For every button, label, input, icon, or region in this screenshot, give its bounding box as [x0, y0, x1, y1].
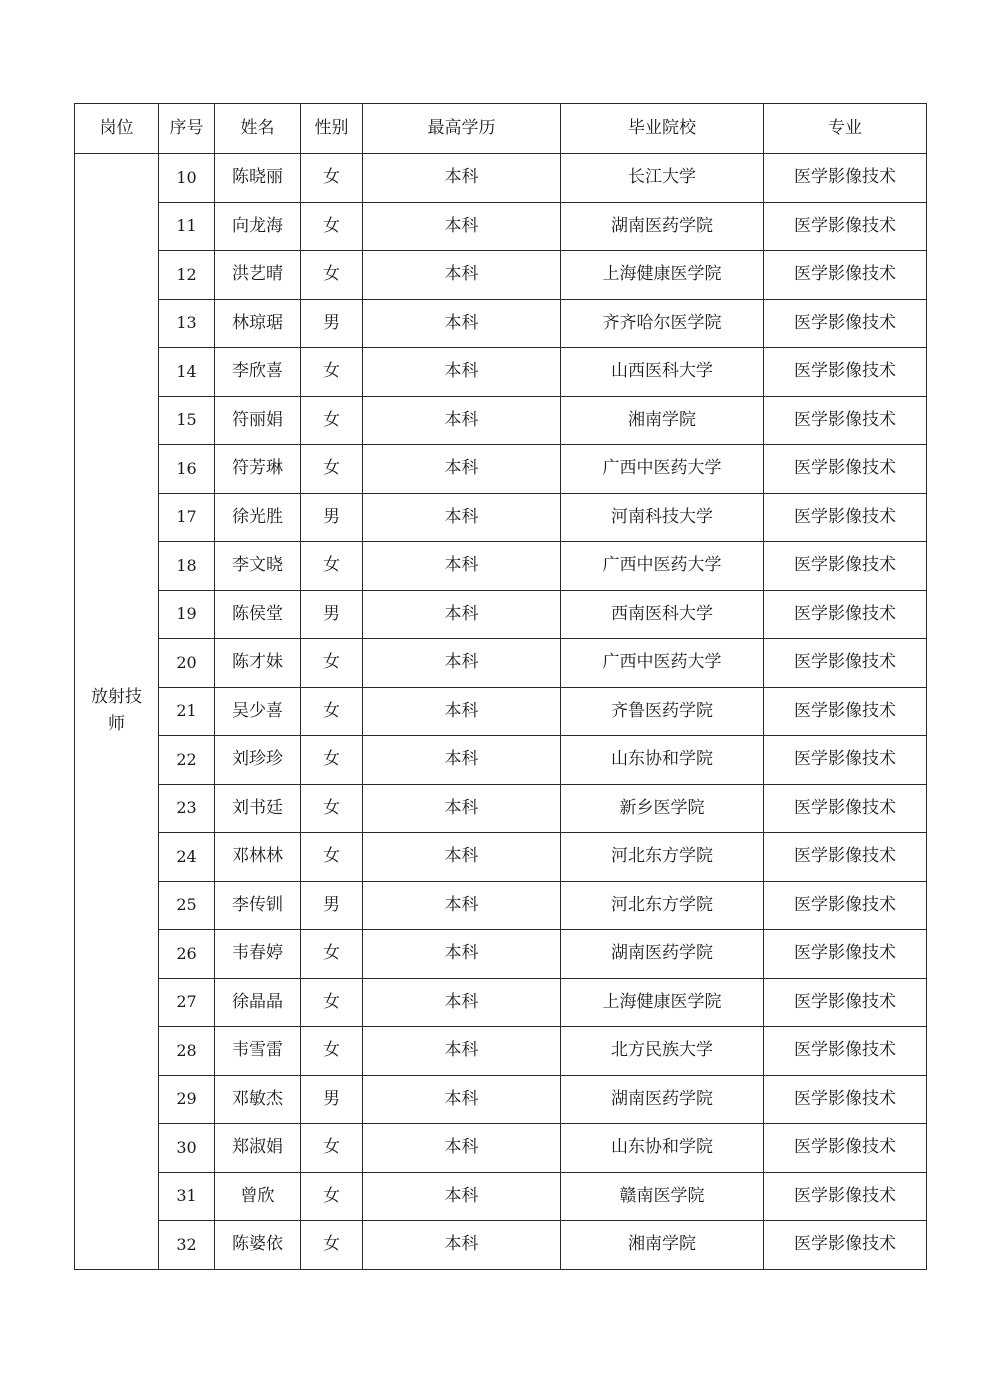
- table-row: [75, 493, 927, 542]
- cell-name: 邓敏杰: [215, 1075, 301, 1124]
- cell-gender: 女: [301, 1221, 363, 1270]
- cell-school: 广西中医药大学: [561, 542, 764, 591]
- cell-number: 27: [159, 978, 215, 1027]
- cell-education: 本科: [363, 1221, 561, 1270]
- table-row: [75, 881, 927, 930]
- header-row: [75, 104, 927, 154]
- cell-name: 李传钏: [215, 881, 301, 930]
- cell-gender: 女: [301, 445, 363, 494]
- cell-school: 河北东方学院: [561, 881, 764, 930]
- cell-gender: 女: [301, 1124, 363, 1173]
- cell-school: 湖南医药学院: [561, 1075, 764, 1124]
- cell-school: 赣南医学院: [561, 1172, 764, 1221]
- header-number: 序号: [159, 104, 215, 154]
- cell-number: 17: [159, 493, 215, 542]
- cell-education: 本科: [363, 299, 561, 348]
- cell-major: 医学影像技术: [764, 736, 927, 785]
- cell-gender: 女: [301, 930, 363, 979]
- cell-major: 医学影像技术: [764, 202, 927, 251]
- cell-name: 李文晓: [215, 542, 301, 591]
- cell-education: 本科: [363, 348, 561, 397]
- cell-major: 医学影像技术: [764, 639, 927, 688]
- cell-major: 医学影像技术: [764, 881, 927, 930]
- cell-education: 本科: [363, 833, 561, 882]
- cell-school: 山东协和学院: [561, 736, 764, 785]
- cell-name: 韦雪雷: [215, 1027, 301, 1076]
- table-row: [75, 590, 927, 639]
- cell-school: 西南医科大学: [561, 590, 764, 639]
- header-education: 最高学历: [363, 104, 561, 154]
- cell-school: 湖南医药学院: [561, 202, 764, 251]
- cell-education: 本科: [363, 687, 561, 736]
- cell-school: 湘南学院: [561, 396, 764, 445]
- table-row: [75, 396, 927, 445]
- cell-school: 齐齐哈尔医学院: [561, 299, 764, 348]
- cell-number: 18: [159, 542, 215, 591]
- cell-name: 向龙海: [215, 202, 301, 251]
- cell-school: 上海健康医学院: [561, 251, 764, 300]
- cell-education: 本科: [363, 881, 561, 930]
- cell-school: 广西中医药大学: [561, 445, 764, 494]
- cell-education: 本科: [363, 493, 561, 542]
- cell-name: 曾欣: [215, 1172, 301, 1221]
- cell-major: 医学影像技术: [764, 1124, 927, 1173]
- cell-gender: 女: [301, 1027, 363, 1076]
- table-row: [75, 784, 927, 833]
- cell-major: 医学影像技术: [764, 299, 927, 348]
- cell-major: 医学影像技术: [764, 251, 927, 300]
- cell-name: 林琼琚: [215, 299, 301, 348]
- cell-major: 医学影像技术: [764, 396, 927, 445]
- cell-number: 22: [159, 736, 215, 785]
- header-gender: 性别: [301, 104, 363, 154]
- cell-gender: 女: [301, 1172, 363, 1221]
- cell-education: 本科: [363, 251, 561, 300]
- cell-number: 12: [159, 251, 215, 300]
- cell-name: 符丽娟: [215, 396, 301, 445]
- cell-number: 10: [159, 154, 215, 203]
- cell-number: 13: [159, 299, 215, 348]
- table-row: [75, 978, 927, 1027]
- cell-major: 医学影像技术: [764, 978, 927, 1027]
- cell-name: 陈婆依: [215, 1221, 301, 1270]
- cell-gender: 男: [301, 590, 363, 639]
- table-row: [75, 542, 927, 591]
- cell-school: 长江大学: [561, 154, 764, 203]
- cell-gender: 女: [301, 396, 363, 445]
- cell-education: 本科: [363, 1027, 561, 1076]
- cell-school: 山东协和学院: [561, 1124, 764, 1173]
- cell-number: 25: [159, 881, 215, 930]
- cell-school: 北方民族大学: [561, 1027, 764, 1076]
- header-major: 专业: [764, 104, 927, 154]
- cell-major: 医学影像技术: [764, 1172, 927, 1221]
- cell-gender: 女: [301, 736, 363, 785]
- cell-education: 本科: [363, 396, 561, 445]
- cell-number: 21: [159, 687, 215, 736]
- cell-name: 李欣喜: [215, 348, 301, 397]
- cell-number: 26: [159, 930, 215, 979]
- cell-gender: 女: [301, 202, 363, 251]
- cell-major: 医学影像技术: [764, 445, 927, 494]
- table-row: [75, 154, 927, 203]
- cell-major: 医学影像技术: [764, 784, 927, 833]
- cell-number: 29: [159, 1075, 215, 1124]
- cell-education: 本科: [363, 1172, 561, 1221]
- table-row: [75, 1075, 927, 1124]
- cell-major: 医学影像技术: [764, 1075, 927, 1124]
- cell-name: 刘书廷: [215, 784, 301, 833]
- table-row: [75, 833, 927, 882]
- cell-name: 邓林林: [215, 833, 301, 882]
- cell-major: 医学影像技术: [764, 542, 927, 591]
- cell-school: 河南科技大学: [561, 493, 764, 542]
- cell-gender: 女: [301, 784, 363, 833]
- cell-name: 陈晓丽: [215, 154, 301, 203]
- cell-education: 本科: [363, 736, 561, 785]
- cell-gender: 女: [301, 639, 363, 688]
- cell-school: 齐鲁医药学院: [561, 687, 764, 736]
- cell-education: 本科: [363, 590, 561, 639]
- table-row: [75, 639, 927, 688]
- cell-number: 15: [159, 396, 215, 445]
- cell-school: 湘南学院: [561, 1221, 764, 1270]
- cell-gender: 女: [301, 154, 363, 203]
- table-row: [75, 1221, 927, 1270]
- cell-education: 本科: [363, 784, 561, 833]
- cell-number: 14: [159, 348, 215, 397]
- cell-name: 郑淑娟: [215, 1124, 301, 1173]
- cell-name: 符芳琳: [215, 445, 301, 494]
- table-row: [75, 1172, 927, 1221]
- cell-school: 广西中医药大学: [561, 639, 764, 688]
- cell-education: 本科: [363, 154, 561, 203]
- cell-post: [75, 154, 159, 1270]
- cell-major: 医学影像技术: [764, 833, 927, 882]
- cell-number: 19: [159, 590, 215, 639]
- cell-number: 20: [159, 639, 215, 688]
- cell-gender: 女: [301, 978, 363, 1027]
- cell-gender: 男: [301, 299, 363, 348]
- cell-number: 24: [159, 833, 215, 882]
- cell-major: 医学影像技术: [764, 930, 927, 979]
- cell-major: 医学影像技术: [764, 154, 927, 203]
- cell-gender: 女: [301, 542, 363, 591]
- header-name: 姓名: [215, 104, 301, 154]
- cell-major: 医学影像技术: [764, 348, 927, 397]
- table-body: [75, 154, 927, 1270]
- header-school: 毕业院校: [561, 104, 764, 154]
- cell-name: 徐晶晶: [215, 978, 301, 1027]
- cell-school: 新乡医学院: [561, 784, 764, 833]
- post-label: 放射技师: [91, 687, 142, 735]
- cell-number: 28: [159, 1027, 215, 1076]
- cell-name: 吴少喜: [215, 687, 301, 736]
- table-row: [75, 736, 927, 785]
- table-row: [75, 687, 927, 736]
- cell-gender: 男: [301, 493, 363, 542]
- cell-name: 韦春婷: [215, 930, 301, 979]
- cell-gender: 女: [301, 251, 363, 300]
- table-row: [75, 348, 927, 397]
- cell-education: 本科: [363, 202, 561, 251]
- cell-education: 本科: [363, 1075, 561, 1124]
- cell-name: 刘珍珍: [215, 736, 301, 785]
- staff-table-container: [74, 103, 926, 1270]
- cell-major: 医学影像技术: [764, 687, 927, 736]
- table-row: [75, 445, 927, 494]
- cell-gender: 男: [301, 881, 363, 930]
- cell-education: 本科: [363, 445, 561, 494]
- cell-school: 湖南医药学院: [561, 930, 764, 979]
- cell-school: 河北东方学院: [561, 833, 764, 882]
- cell-number: 11: [159, 202, 215, 251]
- cell-school: 上海健康医学院: [561, 978, 764, 1027]
- cell-education: 本科: [363, 639, 561, 688]
- cell-gender: 女: [301, 687, 363, 736]
- staff-table: [74, 103, 927, 1270]
- cell-number: 16: [159, 445, 215, 494]
- cell-education: 本科: [363, 930, 561, 979]
- cell-gender: 女: [301, 348, 363, 397]
- cell-gender: 男: [301, 1075, 363, 1124]
- table-row: [75, 251, 927, 300]
- cell-education: 本科: [363, 542, 561, 591]
- cell-education: 本科: [363, 978, 561, 1027]
- cell-number: 31: [159, 1172, 215, 1221]
- cell-name: 陈才妹: [215, 639, 301, 688]
- cell-major: 医学影像技术: [764, 493, 927, 542]
- cell-name: 徐光胜: [215, 493, 301, 542]
- cell-school: 山西医科大学: [561, 348, 764, 397]
- cell-number: 23: [159, 784, 215, 833]
- table-row: [75, 202, 927, 251]
- cell-name: 陈侯堂: [215, 590, 301, 639]
- table-row: [75, 1027, 927, 1076]
- header-post: 岗位: [75, 104, 159, 154]
- cell-number: 32: [159, 1221, 215, 1270]
- cell-name: 洪艺晴: [215, 251, 301, 300]
- cell-major: 医学影像技术: [764, 1221, 927, 1270]
- table-row: [75, 299, 927, 348]
- cell-number: 30: [159, 1124, 215, 1173]
- cell-gender: 女: [301, 833, 363, 882]
- table-row: [75, 1124, 927, 1173]
- cell-major: 医学影像技术: [764, 1027, 927, 1076]
- cell-major: 医学影像技术: [764, 590, 927, 639]
- table-row: [75, 930, 927, 979]
- cell-education: 本科: [363, 1124, 561, 1173]
